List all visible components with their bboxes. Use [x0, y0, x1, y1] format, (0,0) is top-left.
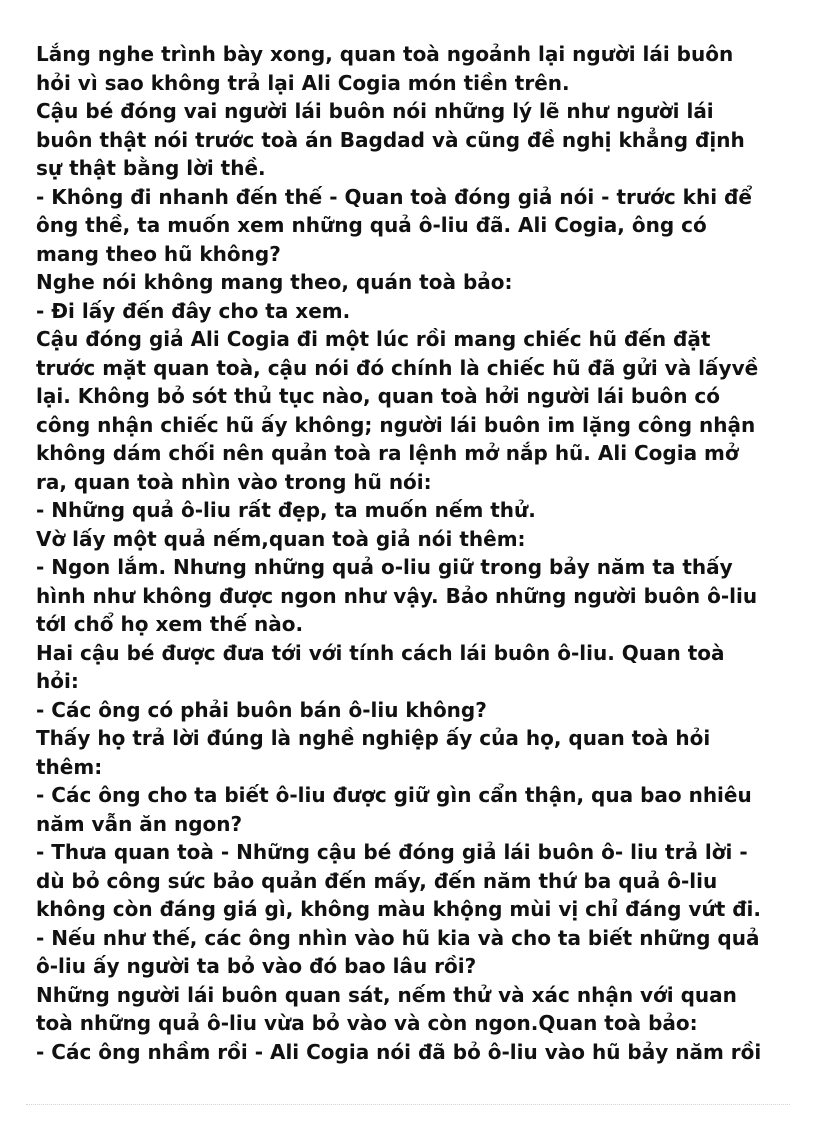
- text-line: - Không đi nhanh đến thế - Quan toà đóng giả nói - trước khi để: [36, 184, 752, 209]
- text-line: không dám chối nên quản toà ra lệnh mở nắp hũ. Ali Cogia mở: [36, 441, 739, 465]
- text-line: Lắng nghe trình bày xong, quan toà ngoảnh lại người lái buôn: [36, 42, 734, 66]
- text-line: Những người lái buôn quan sát, nếm thử và xác nhận với quan: [36, 982, 737, 1007]
- text-line: công nhận chiếc hũ ấy không; người lái buôn im lặng công nhận: [36, 412, 756, 437]
- text-line: - Các ông nhầm rồi - Ali Cogia nói đã bỏ ô-liu vào hũ bảy năm rồi: [36, 1039, 762, 1064]
- page-bottom-divider: [26, 1104, 790, 1105]
- text-line: hình như không được ngon như vậy. Bảo những người buôn ô-liu: [36, 583, 758, 608]
- text-line: ông thề, ta muốn xem những quả ô-liu đã. Ali Cogia, ông có: [36, 213, 707, 237]
- text-line: thêm:: [36, 754, 103, 779]
- text-line: ô-liu ấy người ta bỏ vào đó bao lâu rồi?: [36, 954, 477, 978]
- text-line: năm vẫn ăn ngon?: [36, 811, 243, 836]
- text-line: - Các ông có phải buôn bán ô-liu không?: [36, 697, 487, 722]
- text-line: - Thưa quan toà - Những cậu bé đóng giả lái buôn ô- liu trả lời -: [36, 840, 748, 864]
- text-line: buôn thật nói trước toà án Bagdad và cũng đề nghị khẳng định: [36, 127, 745, 152]
- text-line: Nghe nói không mang theo, quán toà bảo:: [36, 270, 513, 294]
- text-line: tớI chổ họ xem thế nào.: [36, 612, 304, 636]
- text-line: - Nếu như thế, các ông nhìn vào hũ kia và cho ta biết những quả: [36, 925, 760, 950]
- text-line: toà những quả ô-liu vừa bỏ vào và còn ngon.Quan toà bảo:: [36, 1011, 698, 1035]
- text-line: ra, quan toà nhìn vào trong hũ nói:: [36, 469, 432, 494]
- text-line: Hai cậu bé được đưa tới với tính cách lái buôn ô-liu. Quan toà: [36, 640, 725, 665]
- text-line: trước mặt quan toà, cậu nói đó chính là chiếc hũ đã gửi và lấyvề: [36, 355, 759, 380]
- text-line: - Những quả ô-liu rất đẹp, ta muốn nếm thử.: [36, 498, 536, 522]
- text-line: Cậu đóng giả Ali Cogia đi một lúc rồi mang chiếc hũ đến đặt: [36, 327, 711, 351]
- text-line: không còn đáng giá gì, không màu khộng mùi vị chỉ đáng vứt đi.: [36, 897, 761, 921]
- story-text: [36, 40, 776, 1066]
- text-line: lại. Không bỏ sót thủ tục nào, quan toà hởi người lái buôn có: [36, 384, 721, 408]
- text-line: Vờ lấy một quả nếm,quan toà giả nói thêm:: [36, 526, 526, 551]
- text-line: Thấy họ trả lời đúng là nghề nghiệp ấy của họ, quan toà hỏi: [36, 726, 711, 750]
- text-line: - Đi lấy đến đây cho ta xem.: [36, 298, 351, 323]
- text-line: dù bỏ công sức bảo quản đến mấy, đến năm thứ ba quả ô-liu: [36, 868, 718, 893]
- text-line: sự thật bằng lời thề.: [36, 156, 266, 180]
- text-line: - Ngon lắm. Nhưng những quả o-liu giữ trong bảy năm ta thấy: [36, 555, 733, 579]
- text-line: Cậu bé đóng vai người lái buôn nói những lý lẽ như người lái: [36, 99, 714, 123]
- text-line: hỏi vì sao không trả lại Ali Cogia món tiền trên.: [36, 70, 570, 95]
- text-line: hỏi:: [36, 669, 79, 693]
- text-line: mang theo hũ không?: [36, 241, 281, 266]
- text-line: - Các ông cho ta biết ô-liu được giữ gìn cẩn thận, qua bao nhiêu: [36, 783, 752, 807]
